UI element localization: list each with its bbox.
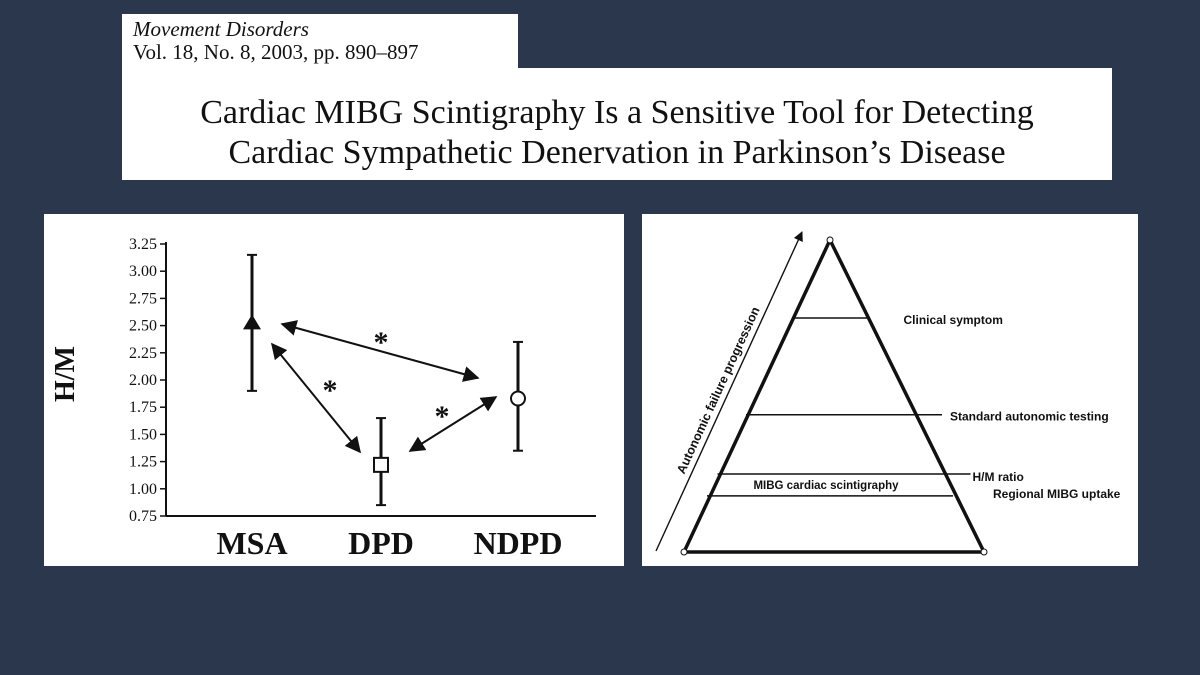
significance-asterisk: * (434, 400, 450, 433)
data-point-square (374, 458, 388, 472)
pyramid-panel (642, 214, 1138, 566)
y-tick-label: 3.25 (129, 236, 157, 253)
y-tick-label: 1.50 (129, 426, 157, 444)
title-line-2: Cardiac Sympathetic Denervation in Parkinson’s Disease (228, 134, 1006, 171)
pyramid-outline (684, 240, 984, 552)
y-tick-label: 1.75 (129, 399, 157, 417)
comparison-arrow (410, 397, 496, 451)
y-tick-label: 3.00 (129, 263, 157, 281)
y-tick-label: 0.75 (129, 508, 157, 525)
y-tick-label: 1.00 (129, 480, 157, 498)
pyramid-level-label: Regional MIBG uptake (993, 486, 1121, 501)
y-axis-label: H/M (50, 346, 81, 402)
significance-asterisk: * (373, 326, 389, 359)
y-tick-label: 2.75 (129, 290, 157, 308)
progression-arrow (656, 232, 802, 551)
hm-chart (44, 214, 624, 566)
volume-line: Vol. 18, No. 8, 2003, pp. 890–897 (133, 40, 419, 64)
progression-label: Autonomic failure progression (674, 304, 763, 476)
y-tick-label: 2.00 (129, 372, 157, 389)
hm-chart-panel (44, 214, 624, 566)
category-label: MSA (216, 525, 288, 561)
category-label: DPD (348, 525, 414, 561)
pyramid-corner-dot (981, 549, 987, 555)
comparison-arrow (272, 344, 360, 452)
y-tick-label: 2.25 (129, 344, 157, 362)
pyramid-diagram (642, 214, 1138, 566)
category-label: NDPD (473, 525, 563, 561)
mibg-band-label: MIBG cardiac scintigraphy (753, 479, 899, 492)
journal-name: Movement Disorders (133, 17, 309, 41)
pyramid-level-label: Standard autonomic testing (950, 409, 1109, 424)
significance-asterisk: * (322, 374, 338, 407)
citation-box (122, 14, 518, 70)
data-point-triangle (243, 314, 261, 329)
pyramid-apex-dot (827, 237, 833, 243)
pyramid-level-label: H/M ratio (972, 470, 1024, 484)
pyramid-level-label: Clinical symptom (903, 313, 1003, 327)
data-point-circle (511, 391, 525, 405)
paper-title (122, 68, 1112, 180)
y-tick-label: 2.50 (129, 317, 157, 335)
y-tick-label: 1.25 (129, 453, 157, 471)
pyramid-corner-dot (681, 549, 687, 555)
title-line-1: Cardiac MIBG Scintigraphy Is a Sensitive Tool for Detecting (200, 94, 1034, 131)
